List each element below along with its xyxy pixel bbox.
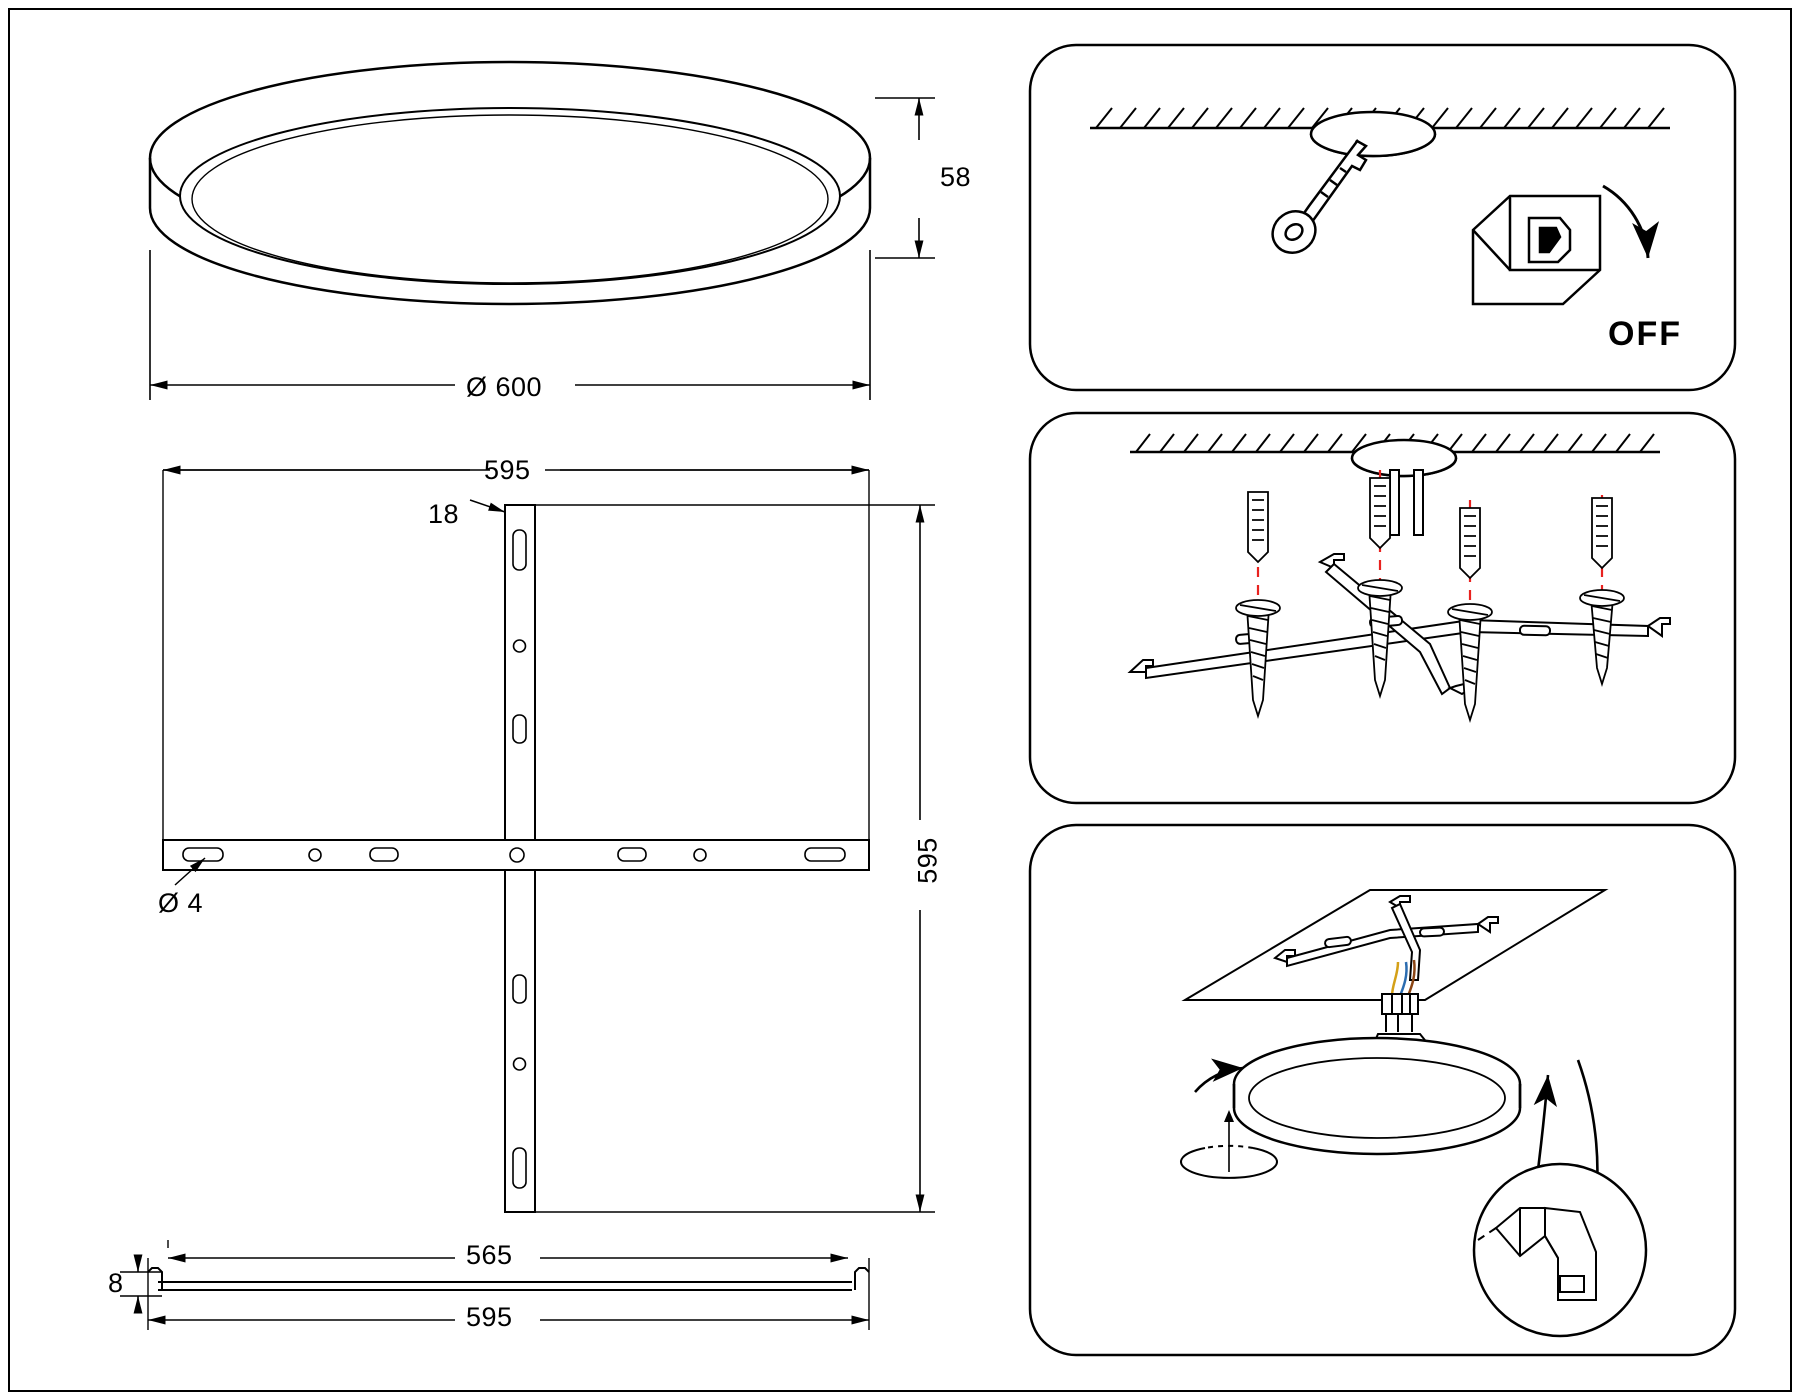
dimension-label-595-right: 595 [912,837,943,884]
dimension-label-595-bottom: 595 [466,1302,513,1332]
dimension-label-58: 58 [940,162,972,192]
dimension-label-18: 18 [428,499,460,529]
dimension-label-8: 8 [108,1268,124,1298]
dimension-label-hole-dia-4: Ø 4 [158,888,204,918]
power-off-label: OFF [1608,315,1682,353]
bracket-plan-view [163,470,935,1212]
dimension-label-595-top: 595 [484,455,531,485]
dimension-label-565: 565 [466,1240,513,1270]
luminaire-iso [1234,1038,1520,1154]
dimension-height-58 [875,98,935,258]
switch-icon [1473,196,1600,304]
step3-panel [1030,825,1735,1355]
dimension-label-diameter-600: Ø 600 [466,372,543,402]
step2-panel [1030,413,1735,803]
luminaire-perspective-view [143,62,877,304]
